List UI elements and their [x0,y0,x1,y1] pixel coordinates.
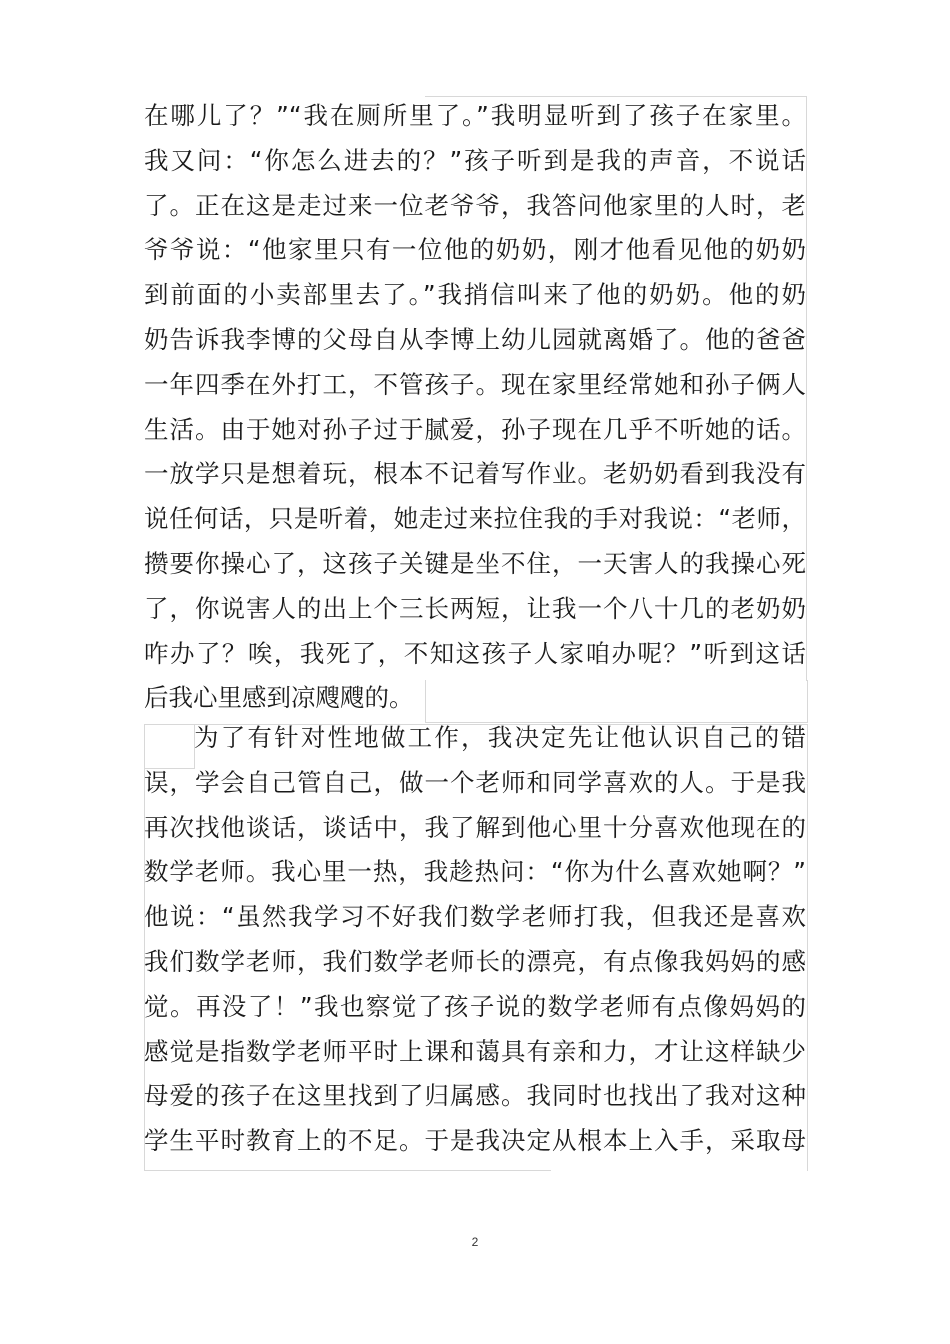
text-line: 了。正在这是走过来一位老爷爷，我答问他家里的人时，老 [144,190,806,220]
paragraph-2 [144,716,806,1164]
text-line: 咋办了？唉，我死了，不知这孩子人家咱办呢？”听到这话 [144,638,806,668]
text-line: 到前面的小卖部里去了。”我捎信叫来了他的奶奶。他的奶 [144,280,806,310]
text-line: 说任何话，只是听着，她走过来拉住我的手对我说：“老师， [144,504,806,534]
text-line: 误，学会自己管自己，做一个老师和同学喜欢的人。于是我 [144,767,806,797]
text-line: 再次找他谈话，谈话中，我了解到他心里十分喜欢他现在的 [144,812,806,842]
text-line: 奶告诉我李博的父母自从李博上幼儿园就离婚了。他的爸爸 [144,324,806,354]
paragraph-1 [144,94,806,721]
page-number: 2 [471,1235,479,1249]
text-line: 母爱的孩子在这里找到了归属感。我同时也找出了我对这种 [144,1081,806,1111]
text-line: 生活。由于她对孙子过于腻爱，孙子现在几乎不听她的话。 [144,414,806,444]
text-line: 攒要你操心了，这孩子关键是坐不住，一天害人的我操心死 [144,548,806,578]
text-line: 爷爷说：“他家里只有一位他的奶奶，刚才他看见他的奶奶 [144,235,806,265]
text-line: 后我心里感到凉飕飕的。 [144,683,414,713]
text-line: 在哪儿了？”“我在厕所里了。”我明显听到了孩子在家里。 [144,101,806,130]
text-line: 数学老师。我心里一热，我趁热问：“你为什么喜欢她啊？” [144,857,806,887]
text-line: 他说：“虽然我学习不好我们数学老师打我，但我还是喜欢 [144,902,806,932]
text-line: 学生平时教育上的不足。于是我决定从根本上入手，采取母 [144,1126,806,1156]
text-line: 了，你说害人的出上个三长两短，让我一个八十几的老奶奶 [144,593,806,623]
text-line: 一年四季在外打工，不管孩子。现在家里经常她和孙子俩人 [144,369,806,399]
text-line: 为了有针对性地做工作，我决定先让他认识自己的错 [194,723,806,752]
text-line: 我又问：“你怎么进去的？”孩子听到是我的声音，不说话 [144,145,806,175]
text-line: 觉。再没了！”我也察觉了孩子说的数学老师有点像妈妈的 [144,991,806,1021]
text-line: 感觉是指数学老师平时上课和蔼具有亲和力，才让这样缺少 [144,1036,806,1066]
text-frame-border-5 [144,1170,551,1171]
text-line: 我们数学老师，我们数学老师长的漂亮，有点像我妈妈的感 [144,946,806,976]
text-line: 一放学只是想着玩，根本不记着写作业。老奶奶看到我没有 [144,459,806,489]
